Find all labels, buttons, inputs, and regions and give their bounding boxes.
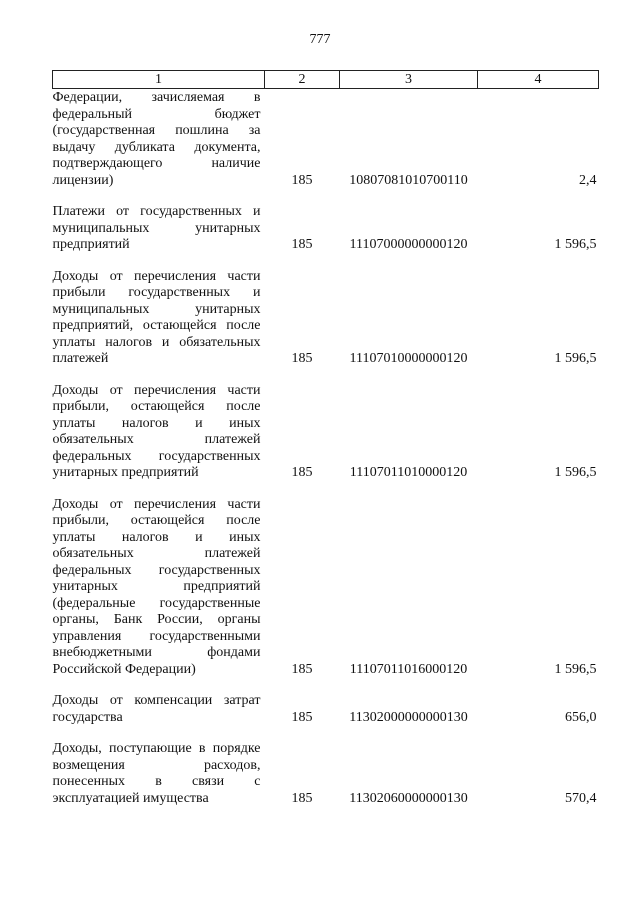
row-admin-code: 185 bbox=[291, 465, 313, 480]
table-row bbox=[53, 189, 599, 254]
header-col-4: 4 bbox=[478, 71, 599, 89]
row-admin-code: 185 bbox=[291, 172, 313, 188]
row-admin-code: 185 bbox=[291, 790, 313, 806]
row-revenue-code: 11302000000000130 bbox=[349, 709, 468, 725]
row-admin-code: 185 bbox=[291, 237, 313, 252]
row-revenue-code: 11107011010000120 bbox=[349, 465, 468, 480]
row-amount: 1 596,5 bbox=[554, 351, 597, 366]
row-revenue-code: 11302060000000130 bbox=[349, 790, 468, 806]
table-row bbox=[53, 678, 599, 726]
header-row bbox=[53, 71, 599, 89]
row-revenue-code: 10807081010700110 bbox=[349, 172, 468, 188]
header-col-1: 1 bbox=[53, 71, 265, 89]
row-description: Доходы от компенсации затрат государства bbox=[52, 693, 261, 725]
budget-table bbox=[52, 70, 599, 807]
row-amount: 570,4 bbox=[565, 790, 597, 806]
header-col-2: 2 bbox=[265, 71, 340, 89]
header-col-3: 3 bbox=[340, 71, 478, 89]
row-amount: 2,4 bbox=[579, 172, 597, 188]
table-header bbox=[53, 71, 599, 89]
row-description: Платежи от государственных и муниципальных унитарных предприятий bbox=[52, 204, 261, 252]
row-amount: 1 596,5 bbox=[554, 237, 597, 252]
table-row bbox=[53, 726, 599, 807]
row-description: Доходы от перечисления части прибыли, остающейся после уплаты налогов и иных обязательных платежей федеральных государственных унитарных предприятий (федеральные государственные органы, Банк России, органы управления государственными внебюджетными фондами Российской Федерации) bbox=[52, 496, 261, 677]
table-row bbox=[53, 89, 599, 190]
row-description: Доходы от перечисления части прибыли, остающейся после уплаты налогов и иных обязательных платежей федеральных государственных унитарных предприятий bbox=[52, 382, 261, 480]
row-amount: 656,0 bbox=[565, 709, 597, 725]
row-revenue-code: 11107011016000120 bbox=[349, 661, 468, 677]
row-admin-code: 185 bbox=[291, 351, 313, 366]
row-revenue-code: 11107010000000120 bbox=[349, 351, 468, 366]
row-amount: 1 596,5 bbox=[554, 661, 597, 677]
page-number: 777 bbox=[309, 32, 331, 47]
table-row bbox=[53, 482, 599, 679]
row-admin-code: 185 bbox=[291, 709, 313, 725]
row-description: Доходы, поступающие в порядке возмещения расходов, понесенных в связи с эксплуатацией имущества bbox=[52, 741, 261, 806]
table-row bbox=[53, 254, 599, 368]
row-description: Федерации, зачисляемая в федеральный бюджет (государственная пошлина за выдачу дубликата документа, подтверждающего наличие лицензии) bbox=[52, 90, 261, 188]
row-amount: 1 596,5 bbox=[554, 465, 597, 480]
row-revenue-code: 11107000000000120 bbox=[349, 237, 468, 252]
row-admin-code: 185 bbox=[291, 661, 313, 677]
table-body bbox=[53, 89, 599, 808]
table-row bbox=[53, 368, 599, 482]
row-description: Доходы от перечисления части прибыли государственных и муниципальных унитарных предприятий, остающейся после уплаты налогов и обязательных платежей bbox=[52, 268, 261, 366]
